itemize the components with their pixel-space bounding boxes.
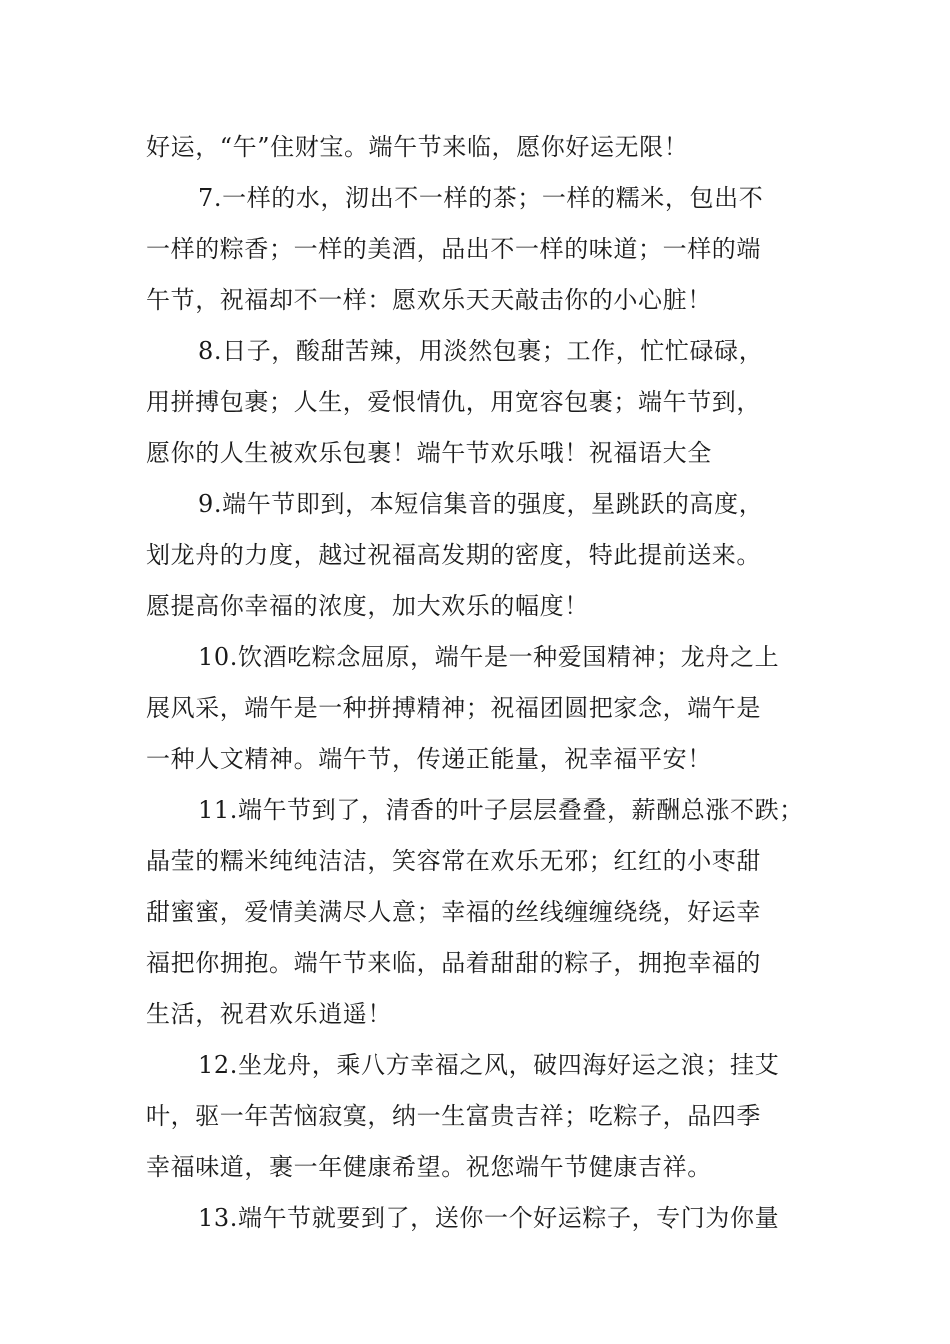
text-line: 叶，驱一年苦恼寂寞，纳一生富贵吉祥；吃粽子，品四季 [146,1102,761,1130]
text-line: 愿你的人生被欢乐包裹！端午节欢乐哦！祝福语大全 [146,439,712,467]
text-line: 晶莹的糯米纯纯洁洁，笑容常在欢乐无邪；红红的小枣甜 [146,847,761,875]
paragraph-13-line: 13.端午节就要到了，送你一个好运粽子，专门为你量 [198,1204,780,1232]
text-line: 生活，祝君欢乐逍遥！ [146,1000,392,1028]
text-line: 愿提高你幸福的浓度，加大欢乐的幅度！ [146,592,589,620]
paragraph-11-line: 11.端午节到了，清香的叶子层层叠叠，薪酬总涨不跌； [198,796,804,824]
text-line: 划龙舟的力度，越过祝福高发期的密度，特此提前送来。 [146,541,761,569]
text-line: 幸福味道，裹一年健康希望。祝您端午节健康吉祥。 [146,1153,712,1181]
text-line: 午节，祝福却不一样：愿欢乐天天敲击你的小心脏！ [146,286,712,314]
paragraph-9-line: 9.端午节即到，本短信集音的强度，星跳跃的高度， [198,490,764,518]
text-line: 福把你拥抱。端午节来临，品着甜甜的粽子，拥抱幸福的 [146,949,761,977]
text-line: 一样的粽香；一样的美酒，品出不一样的味道；一样的端 [146,235,761,263]
text-line: 一种人文精神。端午节，传递正能量，祝幸福平安！ [146,745,712,773]
paragraph-8-line: 8.日子，酸甜苦辣，用淡然包裹；工作，忙忙碌碌， [198,337,764,365]
text-line: 甜蜜蜜，爱情美满尽人意；幸福的丝线缠缠绕绕，好运幸 [146,898,761,926]
paragraph-12-line: 12.坐龙舟，乘八方幸福之风，破四海好运之浪；挂艾 [198,1051,780,1079]
text-line: 展风采，端午是一种拼搏精神；祝福团圆把家念，端午是 [146,694,761,722]
document-body [146,122,811,1244]
paragraph-10-line: 10.饮酒吃粽念屈原，端午是一种爱国精神；龙舟之上 [198,643,780,671]
paragraph-7-line: 7.一样的水，沏出不一样的茶；一样的糯米，包出不 [198,184,764,212]
text-line: 好运，“午”住财宝。端午节来临，愿你好运无限！ [146,133,689,161]
text-line: 用拼搏包裹；人生，爱恨情仇，用宽容包裹；端午节到， [146,388,761,416]
